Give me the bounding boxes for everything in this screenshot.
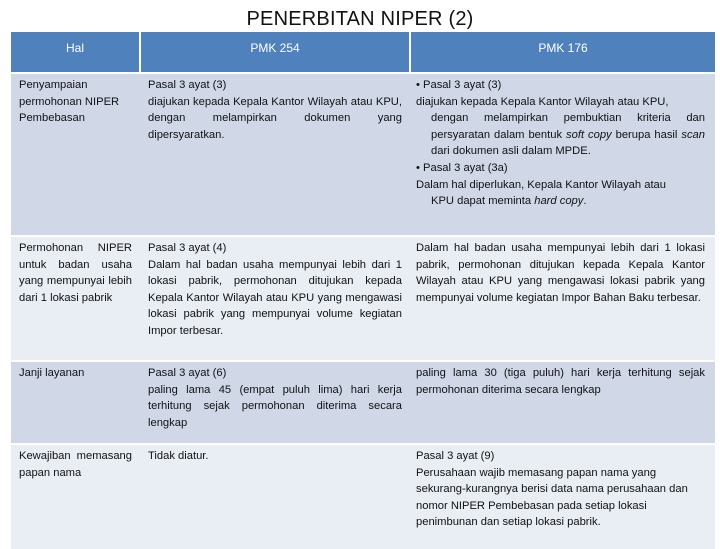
pmk254-cell — [140, 236, 410, 361]
pmk176-cell — [410, 361, 715, 444]
pmk176-cell — [410, 444, 715, 549]
pmk254-cell — [140, 73, 410, 236]
header-pmk-254: PMK 254 — [140, 32, 410, 73]
row-label: Kewajiban memasang papan nama — [11, 444, 140, 549]
bullet-article-ref: • Pasal 3 ayat (3) — [416, 79, 502, 91]
row-label: Janji layanan — [11, 361, 140, 444]
row-label: Penyampaian permohonan NIPER Pembebasan — [11, 73, 140, 236]
italic-term: scan — [681, 128, 705, 141]
article-ref: Pasal 3 ayat (3) — [148, 79, 227, 91]
comparison-table — [11, 32, 715, 549]
text-segment: berupa hasil — [611, 128, 682, 141]
header-pmk-176: PMK 176 — [410, 32, 715, 73]
table-row — [11, 73, 715, 236]
page-title: PENERBITAN NIPER (2) — [246, 8, 474, 30]
table-row — [11, 444, 715, 549]
article-text-continued — [416, 193, 705, 210]
italic-term: hard copy — [534, 195, 584, 208]
pmk254-cell — [140, 444, 410, 549]
article-ref: Tidak diatur. — [148, 450, 209, 462]
article-ref: Pasal 3 ayat (9) — [416, 450, 495, 462]
header-hal: Hal — [11, 32, 140, 73]
pmk254-cell — [140, 361, 410, 444]
text-segment: dengan melampirkan pembuktian kriteria dan persyaratan dalam bentuk — [431, 112, 705, 141]
text-segment: KPU dapat meminta — [431, 195, 535, 208]
table-row — [11, 361, 715, 444]
table-row — [11, 236, 715, 361]
article-text-first-line: Dalam hal diperlukan, Kepala Kantor Wilayah atau — [416, 178, 666, 191]
table-header-row — [11, 32, 715, 73]
article-text: Dalam hal badan usaha mempunyai lebih dari 1 lokasi pabrik, permohonan ditujukan kepada Kepala Kantor Wilayah atau KPU yang mengawasi lokasi pabrik yang mempunyai volume kegiatan Impor Bahan Baku terbesar. — [416, 242, 705, 304]
text-segment: dari dokumen asli dalam MPDE. — [431, 145, 591, 158]
article-text: paling lama 45 (empat puluh lima) hari kerja terhitung sejak permohonan diterima secara lengkap — [148, 383, 402, 429]
article-text: Dalam hal badan usaha mempunyai lebih dari 1 lokasi pabrik, permohonan ditujukan kepada Kepala Kantor Wilayah atau KPU yang mengawasi lokasi pabrik yang mempunyai volume kegiatan Impor terbesar. — [148, 258, 402, 337]
article-ref: Pasal 3 ayat (4) — [148, 242, 227, 254]
row-label: Permohonan NIPER untuk badan usaha yang mempunyai lebih dari 1 lokasi pabrik — [11, 236, 140, 361]
pmk176-cell — [410, 73, 715, 236]
article-text-first-line: diajukan kepada Kepala Kantor Wilayah atau KPU, — [416, 95, 669, 108]
article-text-continued — [416, 110, 705, 160]
article-text: Perusahaan wajib memasang papan nama yang sekurang-kurangnya berisi data nama perusahaan dan nomor NIPER Pembebasan pada setiap lokasi penimbunan dan setiap lokasi pabrik. — [416, 466, 688, 529]
bullet-article-ref: • Pasal 3 ayat (3a) — [416, 161, 508, 174]
italic-term: soft copy — [566, 128, 612, 141]
article-text: paling lama 30 (tiga puluh) hari kerja terhitung sejak permohonan diterima secara lengkap — [416, 367, 705, 396]
pmk176-cell — [410, 236, 715, 361]
text-segment: . — [583, 195, 587, 208]
article-ref: Pasal 3 ayat (6) — [148, 367, 227, 379]
article-text: diajukan kepada Kepala Kantor Wilayah atau KPU, dengan melampirkan dokumen yang dipersyaratkan. — [148, 95, 402, 141]
